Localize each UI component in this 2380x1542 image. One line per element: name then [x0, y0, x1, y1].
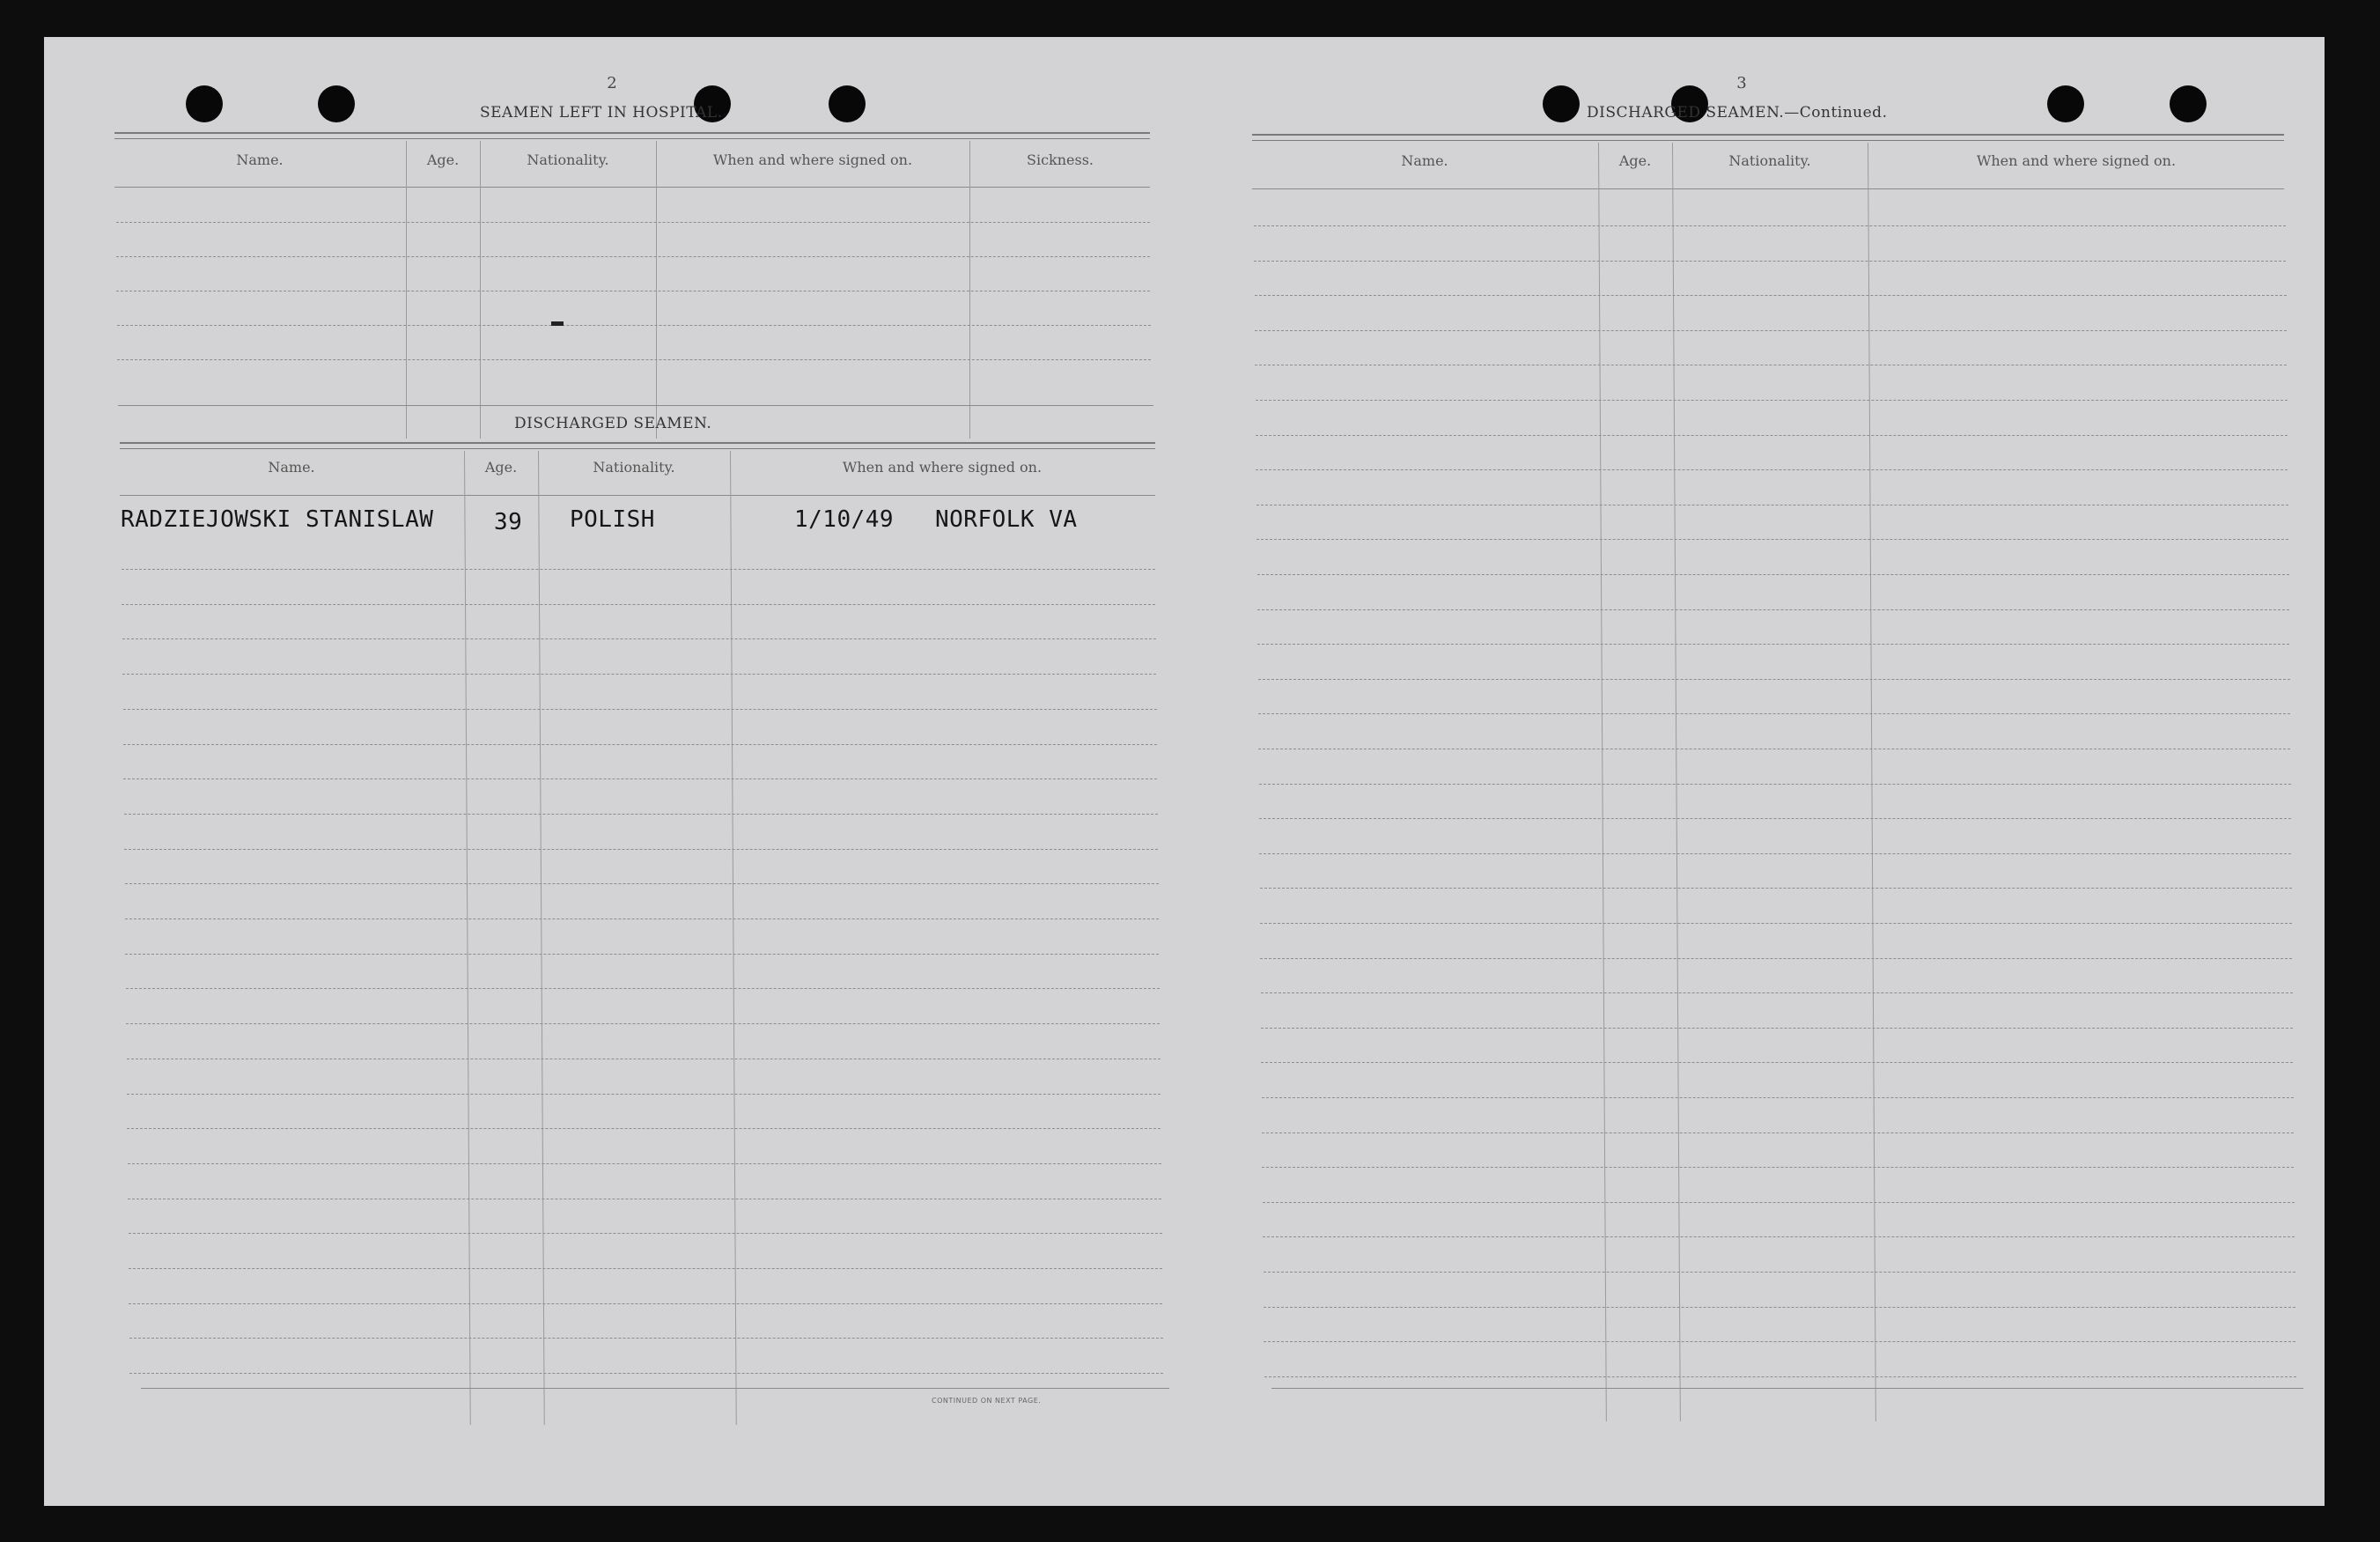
right-bottom-rule [1271, 1388, 2303, 1389]
ruling-line [128, 1163, 1161, 1164]
ruling-line [1262, 1167, 2294, 1168]
ruling-line [122, 638, 1156, 639]
ruling-line [1259, 853, 2291, 854]
punch-hole [186, 85, 223, 122]
right-header-rule [1252, 188, 2284, 189]
right-col-divider [1868, 143, 1876, 1421]
entry-place: NORFOLK VA [935, 506, 1078, 533]
ruling-line [1257, 609, 2289, 610]
punch-hole [318, 85, 355, 122]
right-col-nationality: Nationality. [1728, 152, 1811, 169]
continued-note: CONTINUED ON NEXT PAGE. [932, 1397, 1042, 1405]
entry-date: 1/10/49 [794, 506, 895, 533]
ruling-line [1258, 679, 2290, 680]
ruling-line [124, 849, 1158, 850]
ruling-line [1254, 261, 2286, 262]
ruling-line [127, 1128, 1161, 1129]
ledger-sheet [44, 37, 2325, 1506]
discharged-header-rule [120, 495, 1155, 496]
ruling-line [122, 674, 1156, 675]
ruling-line [1263, 1202, 2295, 1203]
discharged-col-name: Name. [268, 459, 315, 476]
punch-hole [2170, 85, 2207, 122]
hospital-col-divider [969, 141, 970, 439]
hospital-section-title: SEAMEN LEFT IN HOSPITAL. [480, 104, 723, 122]
right-col-signed-on: When and where signed on. [1976, 152, 2177, 169]
ruling-line [1260, 888, 2292, 889]
ruling-line [1256, 400, 2288, 401]
right-col-divider [1672, 143, 1681, 1421]
hospital-top-rule [114, 132, 1150, 139]
discharged-col-divider [538, 451, 545, 1425]
ruling-line [123, 744, 1157, 745]
ruling-line [117, 325, 1151, 326]
hospital-col-signed-on: When and where signed on. [712, 151, 913, 168]
ruling-line [1260, 923, 2292, 924]
ruling-line [126, 988, 1160, 989]
ruling-line [125, 954, 1159, 955]
ruling-line [1255, 330, 2287, 331]
ruling-line [1255, 295, 2287, 296]
ruling-line [1261, 992, 2293, 993]
discharged-col-nationality: Nationality. [593, 459, 675, 476]
right-col-divider [1598, 143, 1607, 1421]
ruling-line [129, 1303, 1162, 1304]
discharged-col-divider [464, 451, 471, 1425]
discharged-top-rule [120, 442, 1155, 449]
ruling-line [116, 256, 1150, 257]
hospital-col-divider [480, 141, 481, 439]
discharged-bottom-rule [141, 1388, 1169, 1389]
ruling-line [126, 1023, 1160, 1024]
hospital-header-rule [114, 187, 1150, 188]
discharged-col-divider [730, 451, 737, 1425]
punch-hole [829, 85, 866, 122]
hospital-col-age: Age. [426, 151, 460, 168]
ruling-line [1264, 1307, 2295, 1308]
ruling-line [1264, 1341, 2295, 1342]
hospital-col-divider [406, 141, 407, 439]
ruling-line [1259, 784, 2291, 785]
ruling-line [123, 778, 1157, 779]
ruling-line [125, 883, 1159, 884]
ruling-line [1259, 818, 2291, 819]
ink-mark [551, 321, 564, 326]
ruling-line [117, 359, 1151, 360]
ruling-line [1256, 469, 2288, 470]
ruling-line [122, 569, 1155, 570]
punch-hole [1543, 85, 1580, 122]
ruling-line [1254, 225, 2286, 226]
ruling-line [1263, 1236, 2295, 1237]
discharged-section-title: DISCHARGED SEAMEN. [514, 415, 712, 432]
entry-age: 39 [494, 509, 523, 535]
ruling-line [129, 1233, 1162, 1234]
ruling-line [116, 222, 1150, 223]
right-top-rule [1252, 134, 2284, 141]
hospital-col-divider [656, 141, 657, 439]
ruling-line [1260, 958, 2292, 959]
entry-name: RADZIEJOWSKI STANISLAW [121, 506, 434, 533]
ruling-line [129, 1268, 1162, 1269]
ruling-line [129, 1373, 1163, 1374]
ruling-line [1256, 435, 2288, 436]
entry-nationality: POLISH [570, 506, 655, 533]
ruling-line [1256, 539, 2288, 540]
ruling-line [1264, 1272, 2295, 1273]
ruling-line [122, 604, 1155, 605]
right-col-name: Name. [1401, 152, 1448, 169]
discharged-col-age: Age. [484, 459, 518, 476]
ruling-line [129, 1338, 1163, 1339]
ruling-line [123, 709, 1157, 710]
ruling-line [1261, 1062, 2293, 1063]
ruling-line [1262, 1097, 2294, 1098]
right-col-age: Age. [1618, 152, 1652, 169]
hospital-bottom-rule [118, 405, 1153, 406]
ruling-line [1261, 1028, 2293, 1029]
hospital-col-sickness: Sickness. [1026, 151, 1094, 168]
ruling-line [1257, 644, 2289, 645]
page-number-left: 2 [607, 74, 617, 92]
ruling-line [124, 814, 1158, 815]
page-number-right: 3 [1736, 74, 1747, 92]
ruling-line [1258, 713, 2290, 714]
hospital-col-name: Name. [236, 151, 284, 168]
discharged-col-signed-on: When and where signed on. [842, 459, 1043, 476]
ruling-line [1257, 574, 2289, 575]
ruling-line [1264, 1376, 2296, 1377]
right-section-title: DISCHARGED SEAMEN.—Continued. [1587, 104, 1888, 122]
punch-hole [2047, 85, 2084, 122]
hospital-col-nationality: Nationality. [527, 151, 609, 168]
ruling-line [127, 1094, 1161, 1095]
